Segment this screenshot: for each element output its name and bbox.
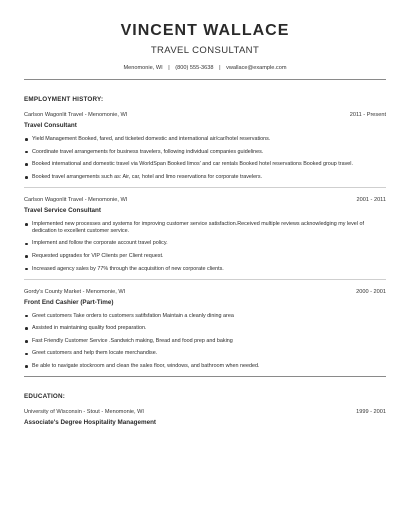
employment-heading: EMPLOYMENT HISTORY: bbox=[24, 96, 104, 103]
job-role: Travel Consultant bbox=[24, 122, 77, 129]
job-bullet: Yield Management Booked, fared, and ticketed domestic and international air/car/hotel reservations. bbox=[24, 136, 374, 143]
job-header bbox=[24, 197, 386, 203]
education-degree: Associate's Degree Hospitality Management bbox=[24, 418, 157, 426]
header-divider bbox=[24, 79, 386, 80]
job-bullet: Assisted in maintaining quality food preparation. bbox=[24, 325, 374, 332]
candidate-name: VINCENT WALLACE bbox=[120, 22, 290, 39]
job-employer: Gordy's County Market - Menomonie, WI bbox=[24, 288, 126, 295]
job-divider bbox=[24, 187, 386, 188]
job-bullet: Coordinate travel arrangements for business travelers, following individual companies guidelines. bbox=[24, 149, 374, 156]
job-employer: Carlson Wagonlit Travel - Menomonie, WI bbox=[24, 196, 128, 203]
job-employer: Carlson Wagonlit Travel - Menomonie, WI bbox=[24, 112, 128, 118]
job-dates: 2000 - 2001 bbox=[356, 288, 386, 295]
job-divider bbox=[24, 279, 386, 280]
contact-separator: | bbox=[168, 65, 170, 71]
job-bullet: Greet customers Take orders to customers satifsfation Maintain a cleanly dining area bbox=[24, 313, 374, 320]
job-bullets bbox=[24, 221, 386, 273]
education-dates: 1999 - 2001 bbox=[356, 408, 386, 415]
contact-phone: (800) 555-3638 bbox=[175, 65, 214, 71]
education-heading: EDUCATION: bbox=[24, 392, 66, 400]
job-entry bbox=[24, 112, 386, 181]
candidate-title: TRAVEL CONSULTANT bbox=[150, 45, 260, 56]
job-bullet: Fast Friendly Customer Service .Sandwich making, Bread and food prep and baking bbox=[24, 338, 374, 345]
job-bullet: Increased agency sales by 77% through the acquisition of new corporate clients. bbox=[24, 266, 374, 273]
job-dates: 2011 - Present bbox=[349, 112, 386, 118]
job-bullet: Implement and follow the corporate account travel policy. bbox=[24, 240, 374, 247]
job-bullets bbox=[24, 136, 386, 181]
job-dates: 2001 - 2011 bbox=[356, 196, 386, 203]
education-school: University of Wisconsin - Stout - Menomonie, WI bbox=[24, 408, 144, 415]
job-bullet: Be able to navigate stockroom and clean the sales floor, windows, and bathroom when needed. bbox=[24, 363, 374, 370]
job-header bbox=[24, 289, 386, 295]
job-role: Travel Service Consultant bbox=[24, 206, 101, 214]
job-bullets bbox=[24, 313, 386, 370]
contact-separator: | bbox=[219, 65, 221, 71]
contact-email: vwallace@example.com bbox=[226, 65, 287, 71]
job-bullet: Implemented new processes and systems for improving customer service satisfaction.Received multiple reviews acknowledging my level of dedication to excellent customer service. bbox=[24, 221, 374, 235]
job-bullet: Booked international and domestic travel via WorldSpan Booked limos' and car rentals Booked hotel reservations Booked group travel. bbox=[24, 161, 374, 168]
job-entry bbox=[24, 197, 386, 273]
job-bullet: Greet customers and help them locate merchandise. bbox=[24, 350, 374, 357]
job-role: Front End Cashier (Part-Time) bbox=[24, 298, 114, 306]
job-bullet: Booked travel arrangements such as: Air, car, hotel and limo reservations for corporate travelers. bbox=[24, 174, 374, 181]
section-divider bbox=[24, 376, 386, 377]
job-header bbox=[24, 112, 386, 118]
job-entry bbox=[24, 289, 386, 370]
job-bullet: Requested upgrades for VIP Clients per Client request. bbox=[24, 253, 374, 260]
education-header bbox=[24, 409, 386, 415]
contact-line bbox=[24, 65, 386, 71]
contact-location: Menomonie, WI bbox=[123, 65, 163, 71]
